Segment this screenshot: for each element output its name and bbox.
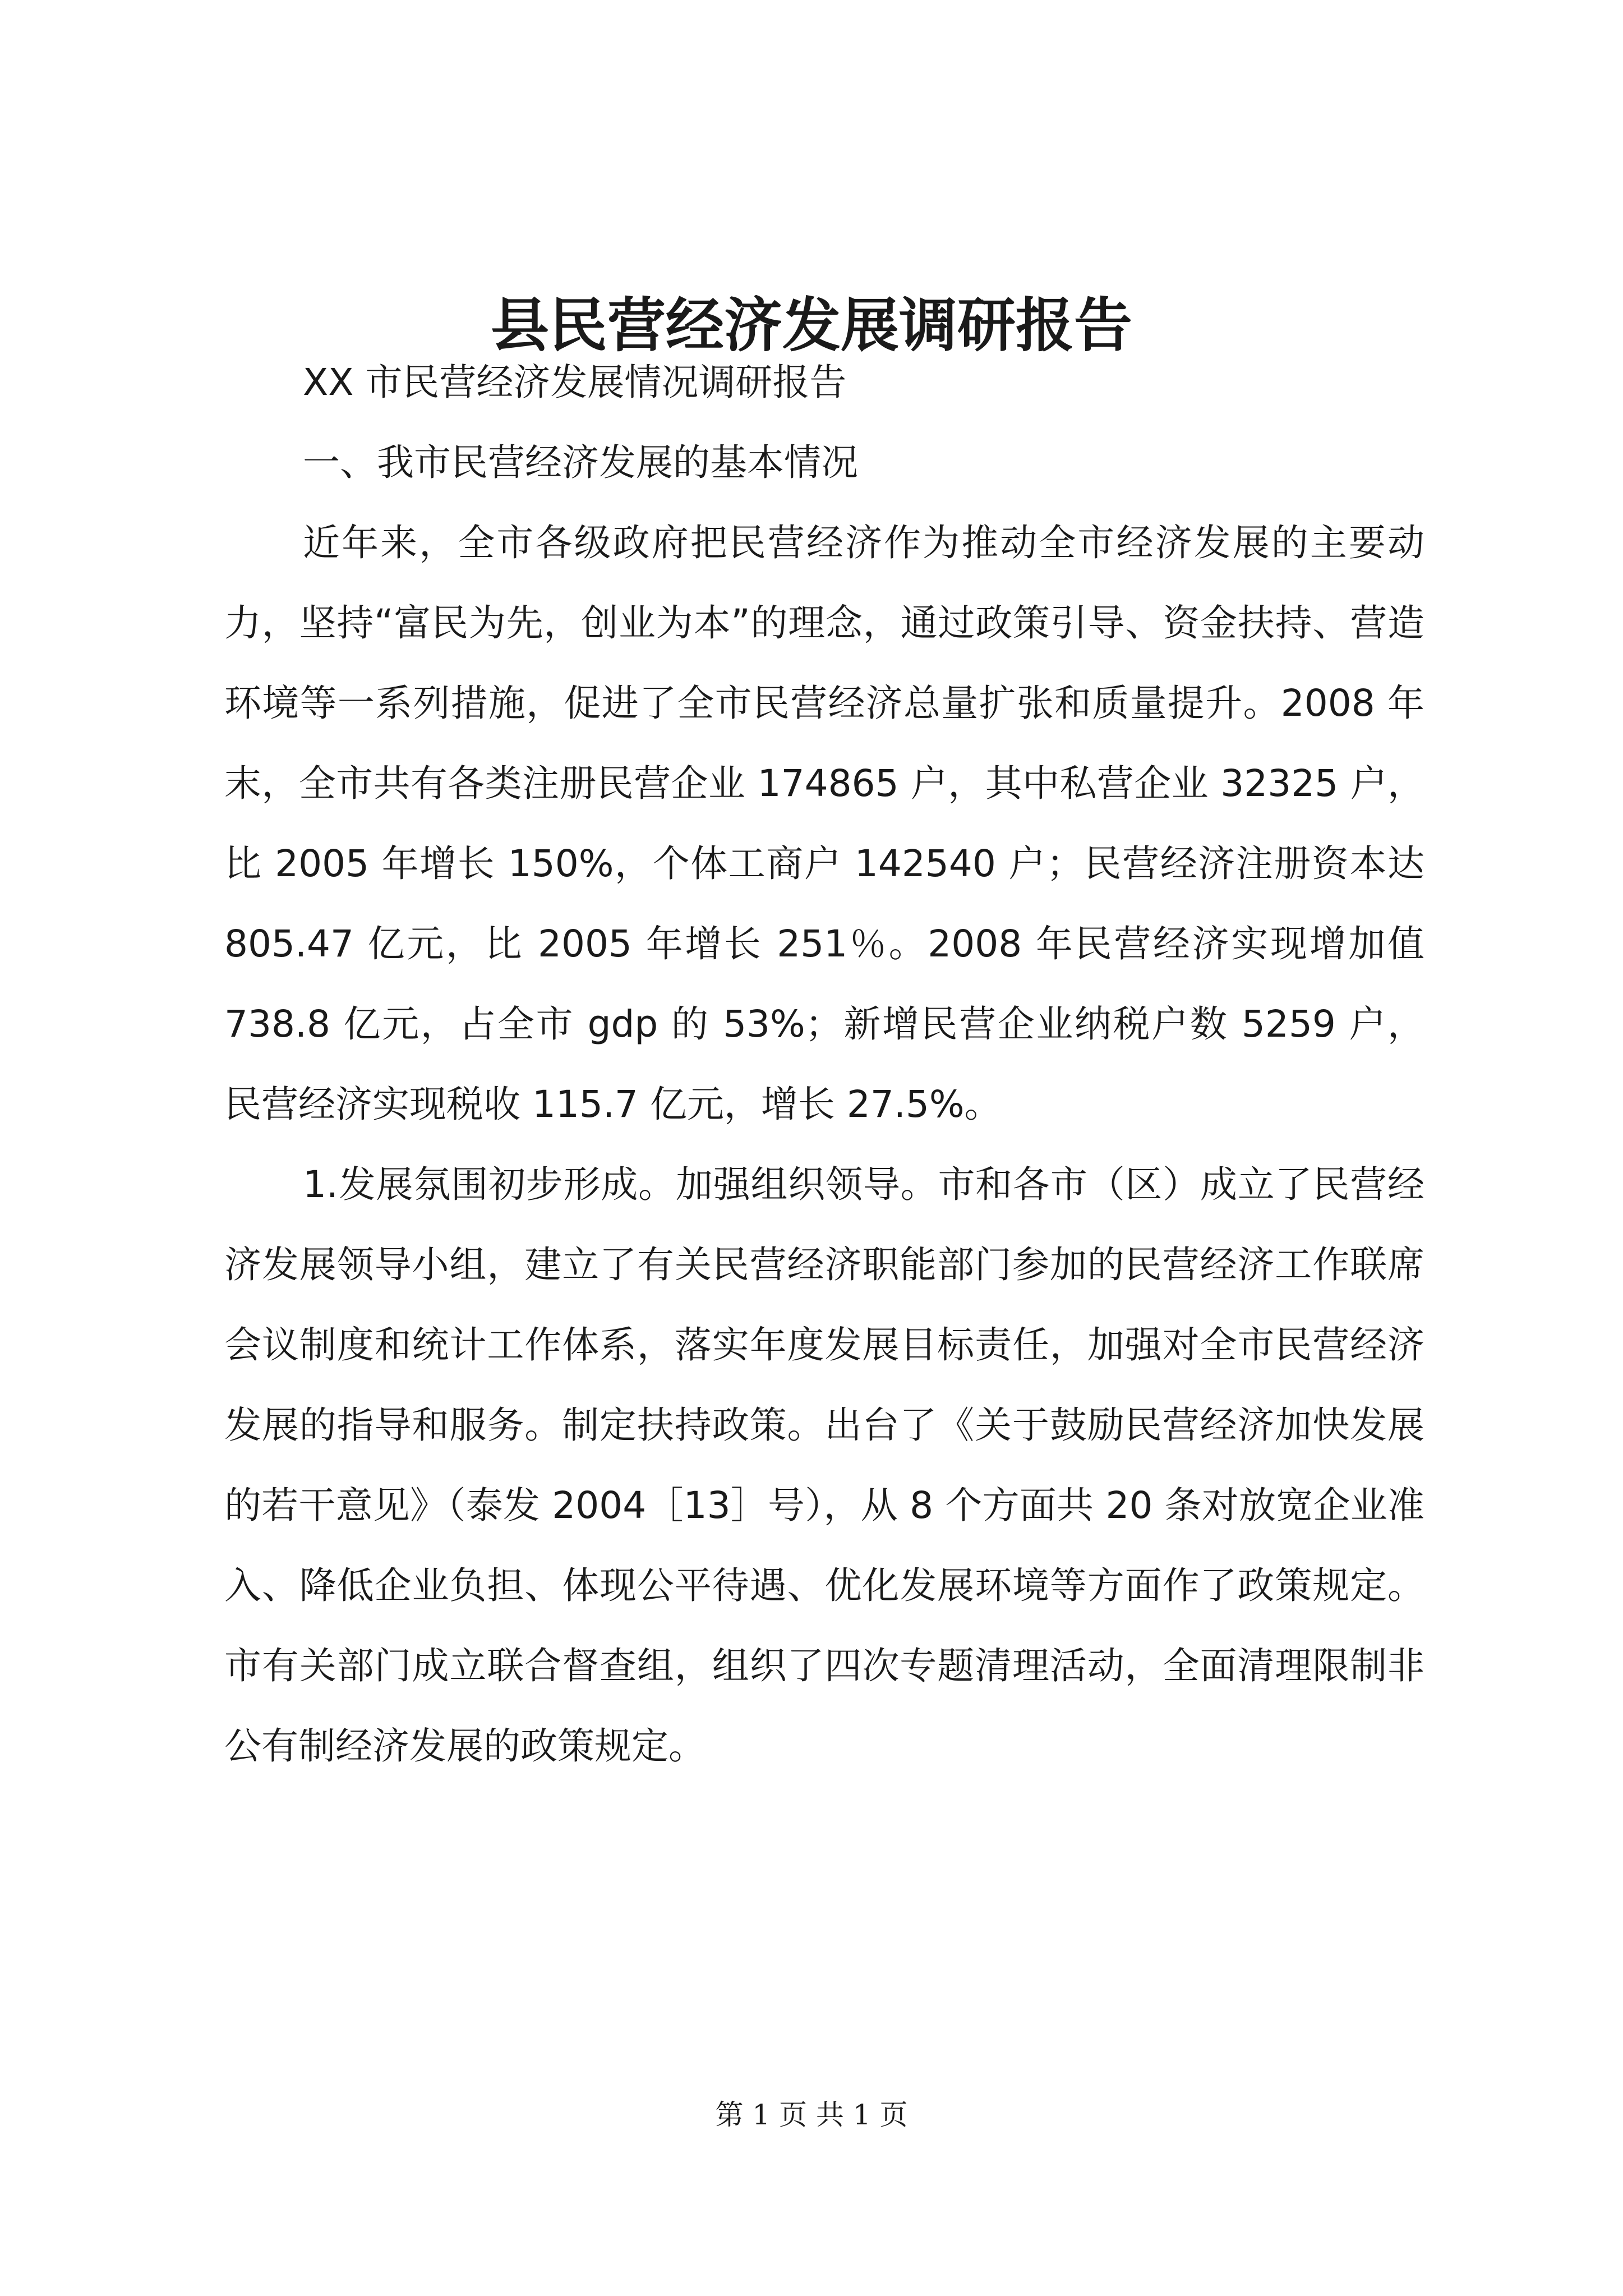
document-title: 县民营经济发展调研报告 — [490, 291, 1132, 360]
document-body — [224, 342, 1424, 1786]
body-paragraph: 1.发展氛围初步形成。加强组织领导。市和各市（区）成立了民营经济发展领导小组，建立了有关民营经济职能部门参加的民营经济工作联席会议制度和统计工作体系，落实年度发展目标责任，加强对全市民营经济发展的指导和服务。制定扶持政策。出台了《关于鼓励民营经济加快发展的若干意见》（泰发 2004［13］号），从 8 个方面共 20 条对放宽企业准入、降低企业负担、体现公平待遇、优化发展环境等方面作了政策规定。市有关部门成立联合督查组，组织了四次专题清理活动，全面清理限制非公有制经济发展的政策规定。 — [224, 1163, 1424, 1768]
report-subtitle: XX 市民营经济发展情况调研报告 — [303, 361, 847, 404]
section-heading: 一、我市民营经济发展的基本情况 — [303, 441, 858, 484]
body-paragraph: 近年来，全市各级政府把民营经济作为推动全市经济发展的主要动力，坚持“富民为先，创业为本”的理念，通过政策引导、资金扶持、营造环境等一系列措施，促进了全市民营经济总量扩张和质量提升。2008 年末，全市共有各类注册民营企业 174865 户，其中私营企业 32325 户，比 2005 年增长 150%，个体工商户 142540 户；民营经济注册资本达 805.47 亿元，比 2005 年增长 251％。2008 年民营经济实现增加值 738.8 亿元，占全市 gdp 的 53%；新增民营企业纳税户数 5259 户，民营经济实现税收 115.7 亿元，增长 27.5%。 — [224, 521, 1424, 1126]
page-footer: 第 1 页 共 1 页 — [715, 2099, 908, 2131]
